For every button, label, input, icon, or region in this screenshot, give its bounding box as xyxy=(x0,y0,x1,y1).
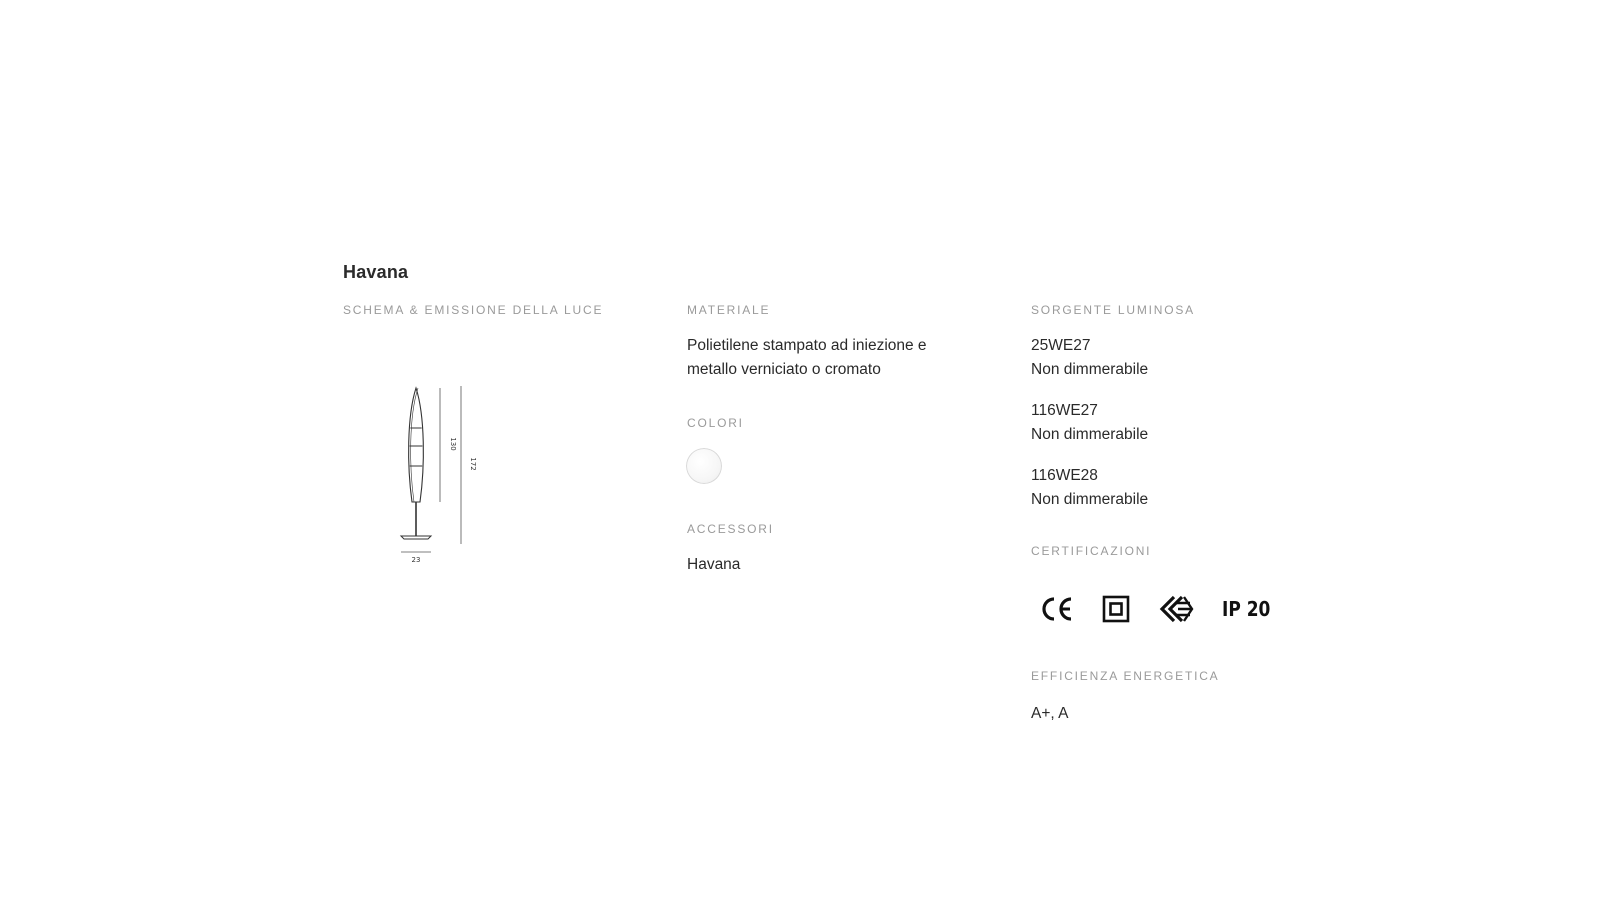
ip-rating-label: IP 20 xyxy=(1222,597,1271,621)
dimension-shade-height: 130 xyxy=(449,437,457,451)
light-source-code: 25WE27 xyxy=(1031,337,1091,354)
lamp-dimension-diagram xyxy=(395,386,515,586)
lamp-base-outline xyxy=(401,536,431,539)
accessory-item: Havana xyxy=(687,556,741,573)
colors-section-label: COLORI xyxy=(687,416,744,430)
light-source-note: Non dimmerabile xyxy=(1031,361,1149,378)
light-source-note: Non dimmerabile xyxy=(1031,491,1149,508)
color-swatch-white[interactable] xyxy=(686,448,722,484)
energy-efficiency-value: A+, A xyxy=(1031,705,1069,722)
certifications-section-label: CERTIFICAZIONI xyxy=(1031,544,1152,558)
material-line-2: metallo verniciato o cromato xyxy=(687,361,881,378)
eac-mark-icon xyxy=(1158,595,1194,623)
accessories-section-label: ACCESSORI xyxy=(687,522,774,536)
light-source-note: Non dimmerabile xyxy=(1031,426,1149,443)
product-title: Havana xyxy=(343,262,409,282)
ce-mark-icon xyxy=(1040,595,1074,623)
material-line-1: Polietilene stampato ad iniezione e xyxy=(687,337,927,354)
energy-efficiency-section-label: EFFICIENZA ENERGETICA xyxy=(1031,669,1220,683)
light-source-code: 116WE28 xyxy=(1031,467,1098,484)
dimension-total-height: 172 xyxy=(469,457,477,471)
light-source-section-label: SORGENTE LUMINOSA xyxy=(1031,303,1195,317)
dimension-base-width: 23 xyxy=(411,556,421,564)
diagram-section-label: SCHEMA & EMISSIONE DELLA LUCE xyxy=(343,303,604,317)
class-ii-double-insulation-icon xyxy=(1102,595,1130,623)
certification-icons-row xyxy=(1040,592,1279,626)
light-source-code: 116WE27 xyxy=(1031,402,1098,419)
material-section-label: MATERIALE xyxy=(687,303,771,317)
